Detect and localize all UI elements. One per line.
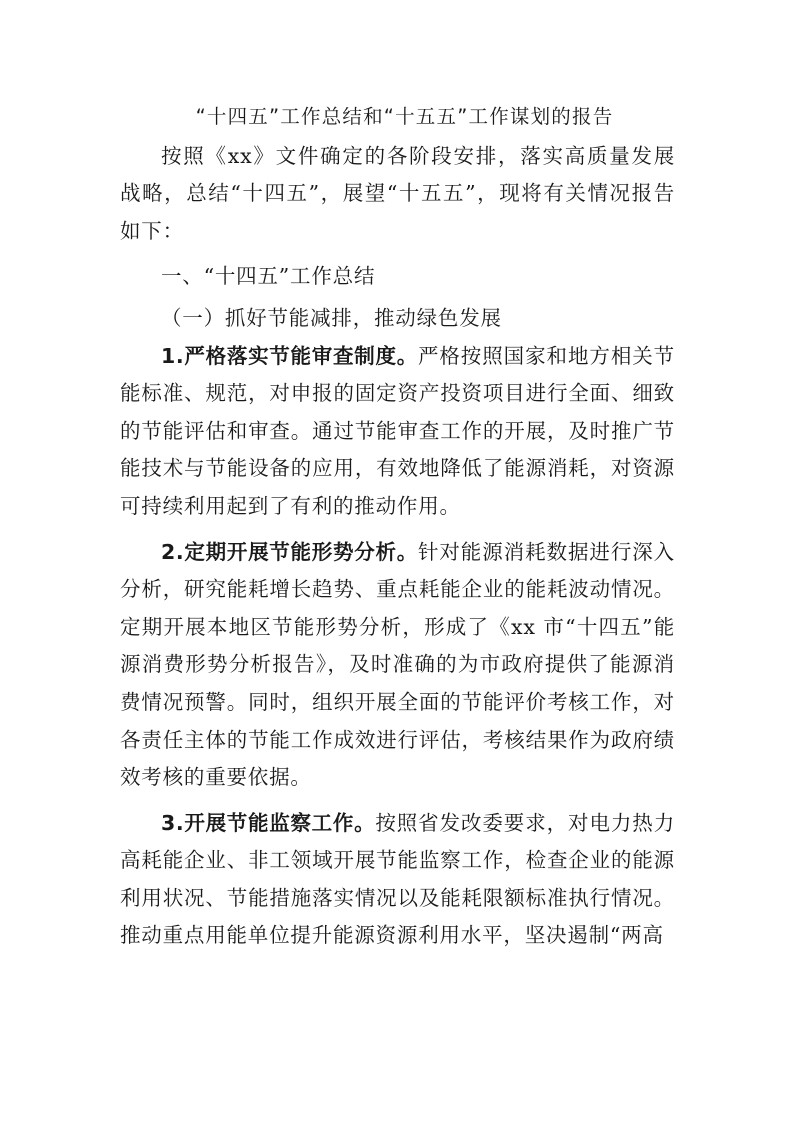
item-body-1: 严格按照国家和地方相关节能标准、规范，对申报的固定资产投资项目进行全面、细致的节能评估和审查。通过节能审查工作的开展，及时推广节能技术与节能设备的应用，有效地降低了能源消耗，对资源可持续利用起到了有利的推动作用。 — [120, 343, 675, 518]
document-page — [120, 98, 675, 955]
section-heading: 一、“十四五”工作总结 — [161, 264, 376, 289]
item-lead-3: 3.开展节能监察工作。 — [161, 810, 376, 835]
intro-paragraph: 按照《xx》文件确定的各阶段安排，落实高质量发展战略，总结“十四五”，展望“十五五”，现将有关情况报告如下： — [120, 143, 675, 243]
item-lead-1: 1.严格落实节能审查制度。 — [161, 343, 418, 368]
item-body-3: 按照省发改委要求，对电力热力高耗能企业、非工领域开展节能监察工作，检查企业的能源利用状况、节能措施落实情况以及能耗限额标准执行情况。推动重点用能单位提升能源资源利用水平，坚决遏制“两高 — [120, 810, 676, 948]
document-title: “十四五”工作总结和“十五五”工作谋划的报告 — [195, 105, 614, 128]
subsection-heading: （一）抓好节能减排，推动绿色发展 — [161, 305, 502, 330]
item-lead-2: 2.定期开展节能形势分析。 — [161, 539, 418, 564]
item-body-2: 针对能源消耗数据进行深入分析，研究能耗增长趋势、重点耗能企业的能耗波动情况。定期开展本地区节能形势分析，形成了《xx 市“十四五”能源消费形势分析报告》，及时准确的为市政府提供了能源消费情况预警。同时，组织开展全面的节能评价考核工作，对各责任主体的节能工作成效进行评估，考核结果作为政府绩效考核的重要依据。 — [120, 539, 675, 790]
item-paragraph-2 — [120, 534, 675, 797]
item-paragraph-1 — [120, 338, 675, 526]
item-paragraph-3 — [120, 805, 675, 955]
